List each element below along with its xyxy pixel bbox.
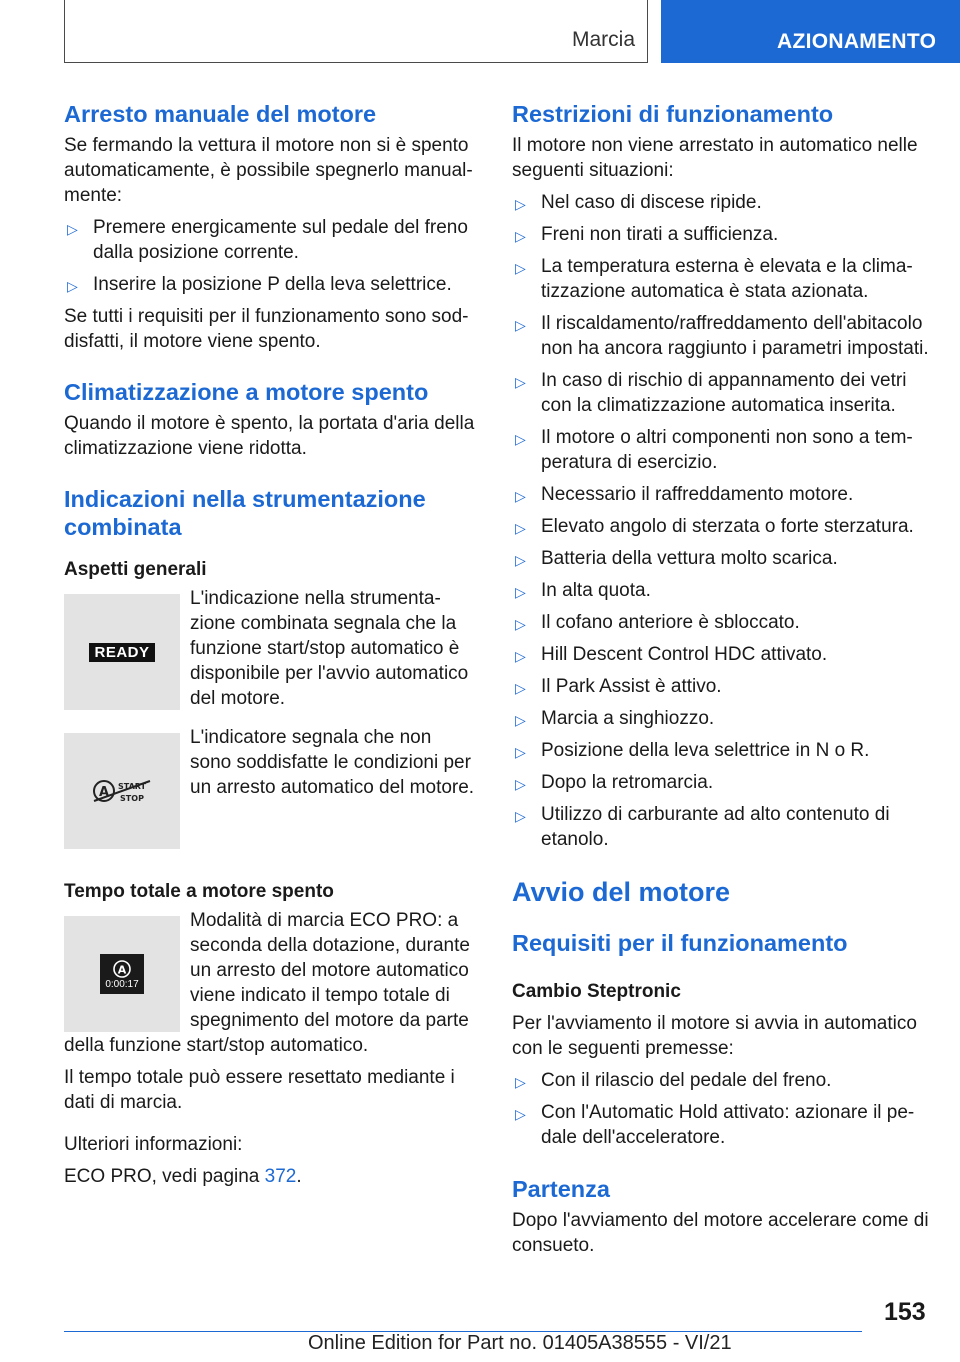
list-item: ▷ Con l'Automatic Hold attivato: azionare il pe-dale dell'acceleratore. [515, 1102, 915, 1148]
timer-value: 0:00:17 [105, 978, 139, 990]
right-column [512, 100, 932, 1258]
start-stop-indicator-image [64, 733, 180, 849]
triangle-bullet-icon: ▷ [515, 488, 526, 504]
list-item: ▷ Batteria della vettura molto scarica. [512, 546, 932, 571]
list-item: ▷ Marcia a singhiozzo. [512, 706, 932, 731]
left-column [64, 100, 476, 1189]
list-item: ▷ La temperatura esterna è elevata e la clima-tizzazione automatica è stata azionata. [515, 256, 913, 302]
figure-start-stop [64, 725, 476, 849]
list-item: ▷ In alta quota. [512, 578, 932, 603]
manual-stop-intro: Se fermando la vettura il motore non si è spento automaticamente, è possibile spegnerlo manual-mente: [64, 135, 473, 206]
list-item: ▷ Necessario il raffreddamento motore. [512, 482, 932, 507]
list-item: ▷ Nel caso di discese ripide. [512, 190, 932, 215]
triangle-bullet-icon: ▷ [515, 260, 526, 276]
figure-eco-timer [64, 908, 476, 1033]
ready-icon: READY [89, 643, 154, 662]
list-item: ▷ Posizione della leva selettrice in N o R. [512, 738, 932, 763]
triangle-bullet-icon: ▷ [515, 776, 526, 792]
subheading-total-time: Tempo totale a motore spento [64, 881, 334, 902]
header-section-box [64, 0, 648, 63]
start-stop-description: L'indicatore segnala che non sono soddisfatte le condizioni per un arresto automatico del motore. [190, 727, 475, 798]
triangle-bullet-icon: ▷ [515, 1074, 526, 1090]
eco-pro-reference: ECO PRO, vedi pagina 372. [64, 1166, 302, 1187]
list-item: ▷ Inserire la posizione P della leva selettrice. [64, 272, 476, 297]
triangle-bullet-icon: ▷ [67, 278, 78, 294]
list-item: ▷ Il riscaldamento/raffreddamento dell'abitacolo non ha ancora raggiunto i parametri impostati. [515, 313, 929, 359]
list-item: ▷ Elevato angolo di sterzata o forte sterzatura. [512, 514, 932, 539]
list-item: ▷ Utilizzo di carburante ad alto contenuto di etanolo. [515, 804, 890, 850]
ready-indicator-image [64, 594, 180, 710]
start-stop-crossed-icon [92, 777, 152, 805]
triangle-bullet-icon: ▷ [515, 808, 526, 824]
triangle-bullet-icon: ▷ [515, 648, 526, 664]
start-intro: Per l'avviamento il motore si avvia in automatico con le seguenti premesse: [512, 1013, 917, 1059]
eco-timer-image [64, 916, 180, 1032]
reset-text: Il tempo totale può essere resettato mediante i dati di marcia. [64, 1067, 455, 1113]
triangle-bullet-icon: ▷ [67, 221, 78, 237]
eco-timer-description: Modalità di marcia ECO PRO: a seconda della dotazione, durante un arresto del motore automatico viene indicato il tempo totale di spegnimento del motore da parte [190, 910, 470, 1031]
footer-edition: Online Edition for Part no. 01405A38555 - VI/21 [308, 1332, 732, 1354]
heading-departure: Partenza [512, 1176, 610, 1202]
triangle-bullet-icon: ▷ [515, 520, 526, 536]
triangle-bullet-icon: ▷ [515, 1106, 526, 1122]
subheading-general: Aspetti generali [64, 559, 207, 580]
eco-timer-description-cont: della funzione start/stop automatico. [64, 1035, 369, 1056]
triangle-bullet-icon: ▷ [515, 196, 526, 212]
restrictions-list [512, 190, 932, 852]
departure-text: Dopo l'avviamento del motore accelerare come di consueto. [512, 1210, 929, 1256]
page-number: 153 [884, 1298, 926, 1326]
triangle-bullet-icon: ▷ [515, 552, 526, 568]
triangle-bullet-icon: ▷ [515, 374, 526, 390]
start-label: START [117, 782, 147, 791]
triangle-bullet-icon: ▷ [515, 584, 526, 600]
auto-start-stop-icon [112, 959, 132, 979]
svg-text:A: A [117, 963, 127, 976]
list-item: ▷ Il Park Assist è attivo. [512, 674, 932, 699]
list-item: ▷ Con il rilascio del pedale del freno. [512, 1068, 932, 1093]
figure-ready [64, 586, 476, 711]
triangle-bullet-icon: ▷ [515, 228, 526, 244]
stop-label: STOP [120, 794, 144, 803]
list-item: ▷ Il motore o altri componenti non sono a tem-peratura di esercizio. [515, 427, 913, 473]
page-link[interactable]: 372 [264, 1166, 297, 1187]
restrictions-intro: Il motore non viene arrestato in automatico nelle seguenti situazioni: [512, 135, 918, 181]
more-info-label: Ulteriori informazioni: [64, 1134, 243, 1155]
triangle-bullet-icon: ▷ [515, 431, 526, 447]
list-item: ▷ Hill Descent Control HDC attivato. [512, 642, 932, 667]
heading-requirements: Requisiti per il funzionamento [512, 930, 848, 956]
list-item: ▷ Dopo la retromarcia. [512, 770, 932, 795]
heading-manual-stop: Arresto manuale del motore [64, 101, 377, 127]
manual-stop-outro: Se tutti i requisiti per il funzionamento sono sod-disfatti, il motore viene spento. [64, 306, 469, 352]
heading-climate: Climatizzazione a motore spento [64, 379, 429, 405]
heading-instrument-cluster: Indicazioni nella strumentazione combinata [64, 486, 426, 540]
list-item: ▷ Freni non tirati a sufficienza. [512, 222, 932, 247]
list-item: ▷ Il cofano anteriore è sbloccato. [512, 610, 932, 635]
triangle-bullet-icon: ▷ [515, 616, 526, 632]
triangle-bullet-icon: ▷ [515, 680, 526, 696]
climate-text: Quando il motore è spento, la portata d'aria della climatizzazione viene ridotta. [64, 413, 475, 459]
header-chapter-tab[interactable]: AZIONAMENTO [661, 0, 960, 63]
svg-text:A: A [98, 785, 110, 800]
start-conditions-list [512, 1068, 932, 1150]
heading-restrictions: Restrizioni di funzionamento [512, 101, 834, 127]
manual-stop-list [64, 215, 476, 297]
list-item: ▷ Premere energicamente sul pedale del freno dalla posizione corrente. [67, 217, 468, 263]
triangle-bullet-icon: ▷ [515, 317, 526, 333]
heading-engine-start: Avvio del motore [512, 877, 731, 907]
triangle-bullet-icon: ▷ [515, 744, 526, 760]
eco-timer-icon [100, 954, 144, 994]
header-section-title: Marcia [571, 28, 635, 51]
subheading-steptronic: Cambio Steptronic [512, 981, 681, 1002]
triangle-bullet-icon: ▷ [515, 712, 526, 728]
ready-description: L'indicazione nella strumenta-zione combinata segnala che la funzione start/stop automatico è disponibile per l'avvio automatico del motore. [190, 588, 469, 709]
list-item: ▷ In caso di rischio di appannamento dei vetri con la climatizzazione automatica inserita. [515, 370, 907, 416]
